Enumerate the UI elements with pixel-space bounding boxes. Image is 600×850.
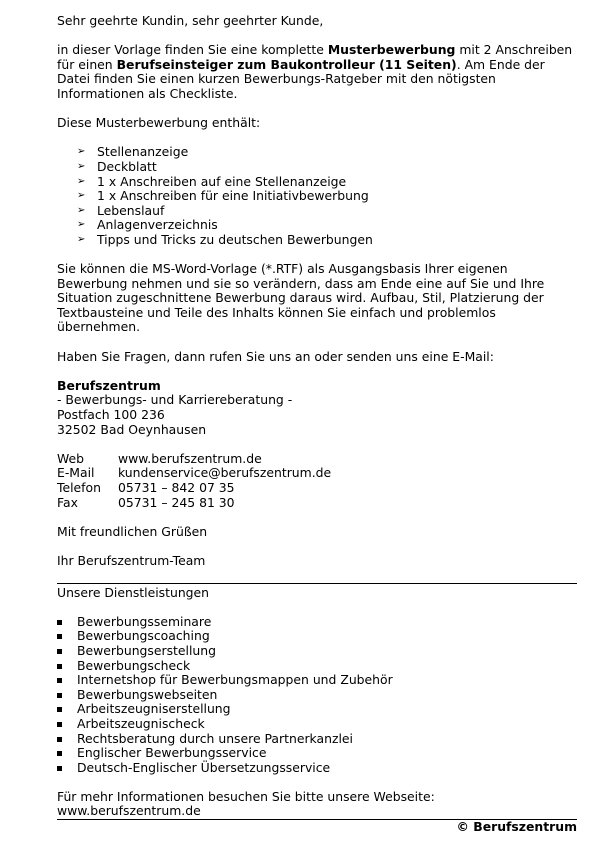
company-address (57, 379, 577, 437)
square-bullet-icon (57, 664, 62, 669)
contents-list-item (57, 160, 577, 175)
intro-text-3: . Am Ende der Datei finden Sie einen kurzen Bewerbungs-Ratgeber mit den nötigsten Informationen als Checkliste. (57, 56, 545, 101)
service-item-label: Englischer Bewerbungsservice (77, 745, 267, 761)
questions-paragraph: Haben Sie Fragen, dann rufen Sie uns an oder senden uns eine E-Mail: (57, 348, 494, 364)
services-list-item (57, 688, 577, 703)
contact-value: 05731 – 842 07 35 (118, 480, 235, 495)
arrow-head-icon: ➢ (77, 146, 86, 158)
service-item-label: Arbeitszeugnischeck (77, 715, 205, 731)
services-list-item (57, 615, 577, 630)
service-item-label: Bewerbungsseminare (77, 613, 212, 629)
services-list-item (57, 702, 577, 717)
services-list-item (57, 629, 577, 644)
square-bullet-icon (57, 693, 62, 698)
services-list-item (57, 746, 577, 761)
contact-label: Telefon (57, 480, 101, 495)
services-list (57, 615, 577, 776)
services-list-item (57, 761, 577, 776)
contents-list-item (57, 218, 577, 233)
service-item-label: Bewerbungscoaching (77, 628, 210, 644)
contact-table (57, 452, 577, 510)
service-item-label: Bewerbungserstellung (77, 642, 216, 658)
document-page (57, 14, 577, 835)
contact-label: E-Mail (57, 465, 95, 481)
intro-bold-2: Berufseinsteiger zum Baukontrolleur (11 Seiten) (116, 56, 457, 72)
company-tagline: - Bewerbungs- und Karriereberatung - (57, 392, 293, 408)
services-list-item (57, 717, 577, 732)
contact-row (57, 481, 577, 496)
arrow-head-icon: ➢ (77, 219, 86, 231)
contents-list-item (57, 233, 577, 248)
service-item-label: Deutsch-Englischer Übersetzungsservice (77, 759, 331, 775)
contents-item-label: 1 x Anschreiben für eine Initiativbewerbung (97, 188, 369, 204)
contents-list-item (57, 204, 577, 219)
contents-item-label: Lebenslauf (97, 202, 165, 218)
contact-row (57, 496, 577, 511)
arrow-head-icon: ➢ (77, 190, 86, 202)
square-bullet-icon (57, 649, 62, 654)
contact-value: www.berufszentrum.de (118, 450, 262, 466)
square-bullet-icon (57, 737, 62, 742)
service-item-label: Internetshop für Bewerbungsmappen und Zubehör (77, 672, 393, 688)
company-city: 32502 Bad Oeynhausen (57, 421, 207, 437)
services-list-item (57, 659, 577, 674)
arrow-head-icon: ➢ (77, 204, 86, 216)
square-bullet-icon (57, 722, 62, 727)
services-heading: Unsere Dienstleistungen (57, 584, 210, 600)
salutation: Sehr geehrte Kundin, sehr geehrter Kunde, (57, 13, 324, 28)
usage-paragraph: Sie können die MS-Word-Vorlage (*.RTF) als Ausgangsbasis Ihrer eigenen Bewerbung nehmen und sie so verändern, dass am Ende eine auf Sie und Ihre Situation zugeschnittene Bewerbung daraus wird. Aufbau, Stil, Platzierung der Textbausteine und Teile des Inhalts können Sie einfach und problemlos übernehmen. (57, 261, 545, 335)
intro-text-2: mit 2 Anschreiben für einen (57, 42, 573, 72)
contents-list (57, 145, 577, 247)
contents-item-label: 1 x Anschreiben auf eine Stellenanzeige (97, 173, 347, 189)
footer-info: Für mehr Informationen besuchen Sie bitte unsere Webseite: www.berufszentrum.de (57, 790, 577, 820)
intro-paragraph (57, 43, 577, 101)
signature: Ihr Berufszentrum-Team (57, 552, 206, 568)
contact-value: kundenservice@berufszentrum.de (118, 465, 332, 481)
services-list-item (57, 732, 577, 747)
contents-list-item (57, 145, 577, 160)
services-section (57, 583, 577, 835)
contact-value: 05731 – 245 81 30 (118, 494, 235, 510)
square-bullet-icon (57, 678, 62, 683)
service-item-label: Arbeitszeugniserstellung (77, 701, 231, 717)
services-list-item (57, 644, 577, 659)
arrow-head-icon: ➢ (77, 233, 86, 245)
service-item-label: Bewerbungscheck (77, 657, 191, 673)
square-bullet-icon (57, 707, 62, 712)
company-name: Berufszentrum (57, 377, 161, 393)
contents-item-label: Deckblatt (97, 158, 157, 174)
arrow-head-icon: ➢ (77, 175, 86, 187)
arrow-head-icon: ➢ (77, 160, 86, 172)
contact-label: Web (57, 450, 85, 466)
intro-bold-1: Musterbewerbung (327, 42, 456, 58)
square-bullet-icon (57, 751, 62, 756)
closing: Mit freundlichen Grüßen (57, 523, 208, 539)
square-bullet-icon (57, 620, 62, 625)
contents-list-item (57, 175, 577, 190)
service-item-label: Bewerbungswebseiten (77, 686, 218, 702)
square-bullet-icon (57, 634, 62, 639)
contact-row (57, 466, 577, 481)
intro-text-1: in dieser Vorlage finden Sie eine komplette (57, 42, 328, 58)
company-po-box: Postfach 100 236 (57, 407, 165, 423)
service-item-label: Rechtsberatung durch unsere Partnerkanzlei (77, 730, 353, 746)
contents-heading: Diese Musterbewerbung enthält: (57, 115, 261, 131)
contents-item-label: Tipps und Tricks zu deutschen Bewerbungen (97, 231, 373, 247)
contents-item-label: Stellenanzeige (97, 144, 189, 160)
copyright: © Berufszentrum (456, 819, 577, 835)
contact-row (57, 452, 577, 467)
contents-list-item (57, 189, 577, 204)
services-list-item (57, 673, 577, 688)
square-bullet-icon (57, 766, 62, 771)
contact-label: Fax (57, 494, 78, 510)
contents-item-label: Anlagenverzeichnis (97, 217, 218, 233)
